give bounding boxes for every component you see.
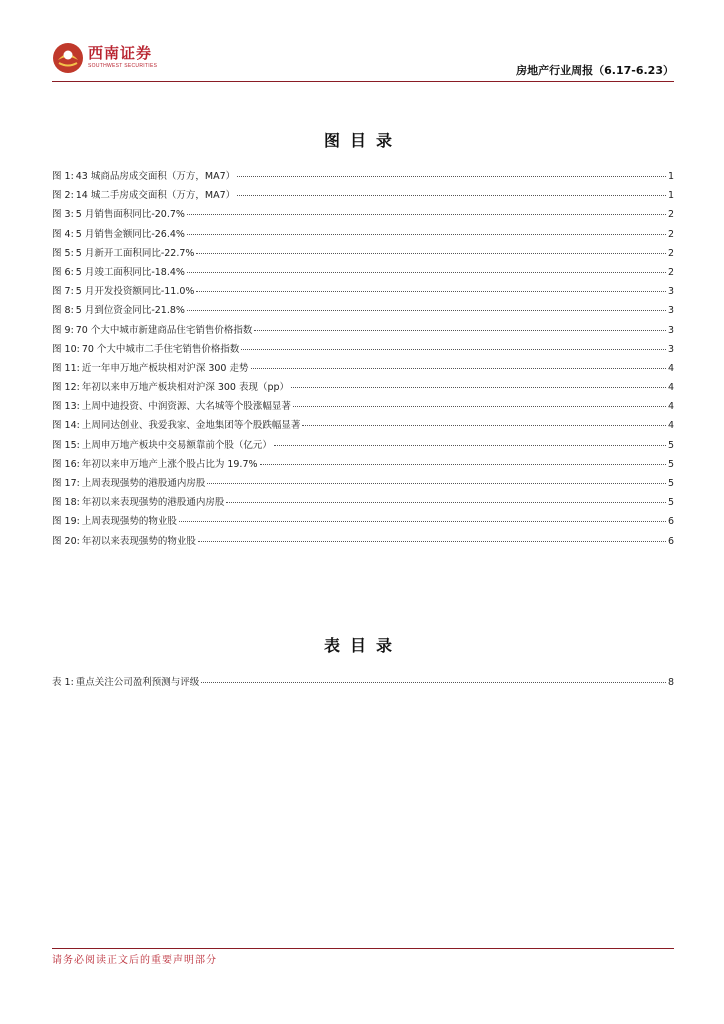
toc-entry-label: 图 14:	[52, 420, 80, 432]
toc-entry[interactable]	[52, 225, 674, 244]
header-divider	[52, 81, 674, 82]
toc-entry[interactable]	[52, 359, 674, 378]
toc-entry-label: 图 20:	[52, 535, 80, 547]
toc-leader-dots	[291, 387, 666, 388]
toc-leader-dots	[196, 253, 666, 254]
toc-entry[interactable]	[52, 416, 674, 435]
toc-entry-text: 年初以来表现强势的港股通内房股	[81, 497, 225, 509]
toc-entry-text: 70 个大中城市二手住宅销售价格指数	[81, 343, 240, 355]
toc-entry[interactable]	[52, 186, 674, 205]
toc-entry-page: 4	[667, 382, 674, 394]
toc-entry-text: 上周中迪投资、中润资源、大名城等个股涨幅显著	[81, 401, 291, 413]
toc-leader-dots	[187, 310, 666, 311]
toc-entry[interactable]	[52, 244, 674, 263]
toc-entry-page: 4	[667, 401, 674, 413]
toc-entry[interactable]	[52, 205, 674, 224]
toc-entry-text: 上周表现强势的物业股	[81, 516, 177, 528]
page-header	[52, 38, 674, 82]
brand-name-cn: 西南证券	[88, 44, 153, 62]
toc-entry[interactable]	[52, 378, 674, 397]
toc-leader-dots	[254, 330, 666, 331]
toc-entry-label: 图 1:	[52, 171, 74, 182]
toc-entry-page: 3	[667, 343, 674, 355]
figures-toc-title: 图目录	[323, 131, 402, 150]
toc-entry-page: 5	[667, 439, 674, 451]
toc-entry-label: 图 9:	[52, 324, 74, 336]
toc-entry-page: 5	[667, 497, 674, 509]
toc-entry[interactable]	[52, 532, 674, 551]
toc-entry-page: 2	[667, 228, 674, 240]
tables-toc-list	[52, 673, 674, 692]
toc-leader-dots	[293, 406, 666, 407]
toc-entry-label: 表 1:	[52, 677, 74, 688]
toc-entry-label: 图 13:	[52, 401, 80, 413]
brand-name	[88, 44, 157, 69]
toc-entry-label: 图 4:	[52, 228, 74, 240]
toc-entry[interactable]	[52, 321, 674, 340]
toc-entry-text: 5 月开发投资额同比-11.0%	[75, 286, 195, 298]
toc-entry-label: 图 16:	[52, 458, 80, 470]
toc-entry-label: 图 18:	[52, 497, 80, 509]
toc-entry-label: 图 8:	[52, 305, 74, 317]
toc-entry-text: 5 月竣工面积同比-18.4%	[75, 266, 185, 278]
toc-entry-label: 图 3:	[52, 209, 74, 221]
toc-entry-text: 重点关注公司盈利预测与评级	[75, 677, 200, 688]
toc-entry-label: 图 19:	[52, 516, 80, 528]
toc-entry-text: 5 月到位资金同比-21.8%	[75, 305, 185, 317]
tables-toc-title: 表目录	[323, 636, 402, 655]
toc-entry[interactable]	[52, 673, 674, 692]
toc-entry-page: 2	[667, 247, 674, 259]
toc-entry[interactable]	[52, 301, 674, 320]
footer-disclaimer: 请务必阅读正文后的重要声明部分	[52, 955, 217, 966]
toc-entry-page: 2	[667, 209, 674, 221]
toc-entry-page: 6	[667, 516, 674, 528]
toc-entry-label: 图 7:	[52, 286, 74, 298]
toc-entry-page: 1	[667, 171, 674, 182]
toc-entry[interactable]	[52, 474, 674, 493]
toc-leader-dots	[187, 234, 666, 235]
toc-entry[interactable]	[52, 340, 674, 359]
toc-leader-dots	[302, 425, 666, 426]
toc-entry-text: 年初以来申万地产板块相对沪深 300 表现（pp）	[81, 382, 290, 394]
toc-entry-label: 图 5:	[52, 247, 74, 259]
toc-leader-dots	[241, 349, 666, 350]
toc-entry[interactable]	[52, 397, 674, 416]
toc-entry[interactable]	[52, 167, 674, 186]
toc-entry[interactable]	[52, 263, 674, 282]
toc-entry-page: 8	[667, 677, 674, 688]
toc-entry-label: 图 15:	[52, 439, 80, 451]
toc-entry[interactable]	[52, 455, 674, 474]
southwest-securities-logo-icon	[52, 42, 84, 74]
toc-leader-dots	[201, 682, 666, 683]
toc-entry-text: 14 城二手房成交面积（万方，MA7）	[75, 190, 236, 202]
toc-entry-page: 5	[667, 458, 674, 470]
toc-entry-label: 图 11:	[52, 362, 80, 374]
toc-entry[interactable]	[52, 282, 674, 301]
toc-entry-page: 4	[667, 362, 674, 374]
toc-entry-text: 70 个大中城市新建商品住宅销售价格指数	[75, 324, 253, 336]
toc-entry-page: 2	[667, 266, 674, 278]
toc-entry-text: 上周申万地产板块中交易额靠前个股（亿元）	[81, 439, 272, 451]
toc-entry-label: 图 12:	[52, 382, 80, 394]
toc-entry-text: 5 月新开工面积同比-22.7%	[75, 247, 195, 259]
toc-entry-label: 图 2:	[52, 190, 74, 202]
toc-entry-text: 5 月销售金额同比-26.4%	[75, 228, 185, 240]
toc-entry[interactable]	[52, 436, 674, 455]
figures-toc-list	[52, 167, 674, 551]
toc-entry-label: 图 17:	[52, 478, 80, 489]
toc-entry-page: 6	[667, 535, 674, 547]
toc-leader-dots	[187, 272, 666, 273]
toc-entry-page: 1	[667, 190, 674, 202]
toc-leader-dots	[251, 368, 666, 369]
toc-entry[interactable]	[52, 512, 674, 531]
toc-leader-dots	[187, 214, 666, 215]
brand-name-en: SOUTHWEST SECURITIES	[88, 63, 158, 69]
toc-entry-page: 3	[667, 324, 674, 336]
toc-entry-text: 年初以来表现强势的物业股	[81, 535, 196, 547]
toc-leader-dots	[260, 464, 666, 465]
toc-entry-page: 3	[667, 286, 674, 298]
toc-leader-dots	[179, 521, 666, 522]
report-title: 房地产行业周报（6.17-6.23）	[516, 64, 674, 77]
toc-entry-page: 4	[667, 420, 674, 432]
toc-leader-dots	[237, 176, 666, 177]
toc-leader-dots	[207, 483, 666, 484]
toc-entry-page: 5	[667, 478, 674, 489]
toc-leader-dots	[237, 195, 666, 196]
toc-leader-dots	[226, 502, 666, 503]
toc-entry-page: 3	[667, 305, 674, 317]
toc-entry[interactable]	[52, 493, 674, 512]
toc-entry-text: 5 月销售面积同比-20.7%	[75, 209, 185, 221]
toc-leader-dots	[274, 445, 666, 446]
toc-leader-dots	[196, 291, 666, 292]
toc-entry-text: 上周表现强势的港股通内房股	[81, 478, 206, 489]
toc-leader-dots	[198, 541, 666, 542]
toc-entry-text: 43 城商品房成交面积（万方，MA7）	[75, 171, 236, 182]
toc-entry-text: 近一年申万地产板块相对沪深 300 走势	[81, 362, 249, 374]
footer-divider	[52, 948, 674, 949]
toc-entry-label: 图 6:	[52, 266, 74, 278]
toc-entry-text: 上周同达创业、我爱我家、金地集团等个股跌幅显著	[81, 420, 301, 432]
toc-entry-text: 年初以来申万地产上涨个股占比为 19.7%	[81, 458, 258, 470]
toc-entry-label: 图 10:	[52, 343, 80, 355]
